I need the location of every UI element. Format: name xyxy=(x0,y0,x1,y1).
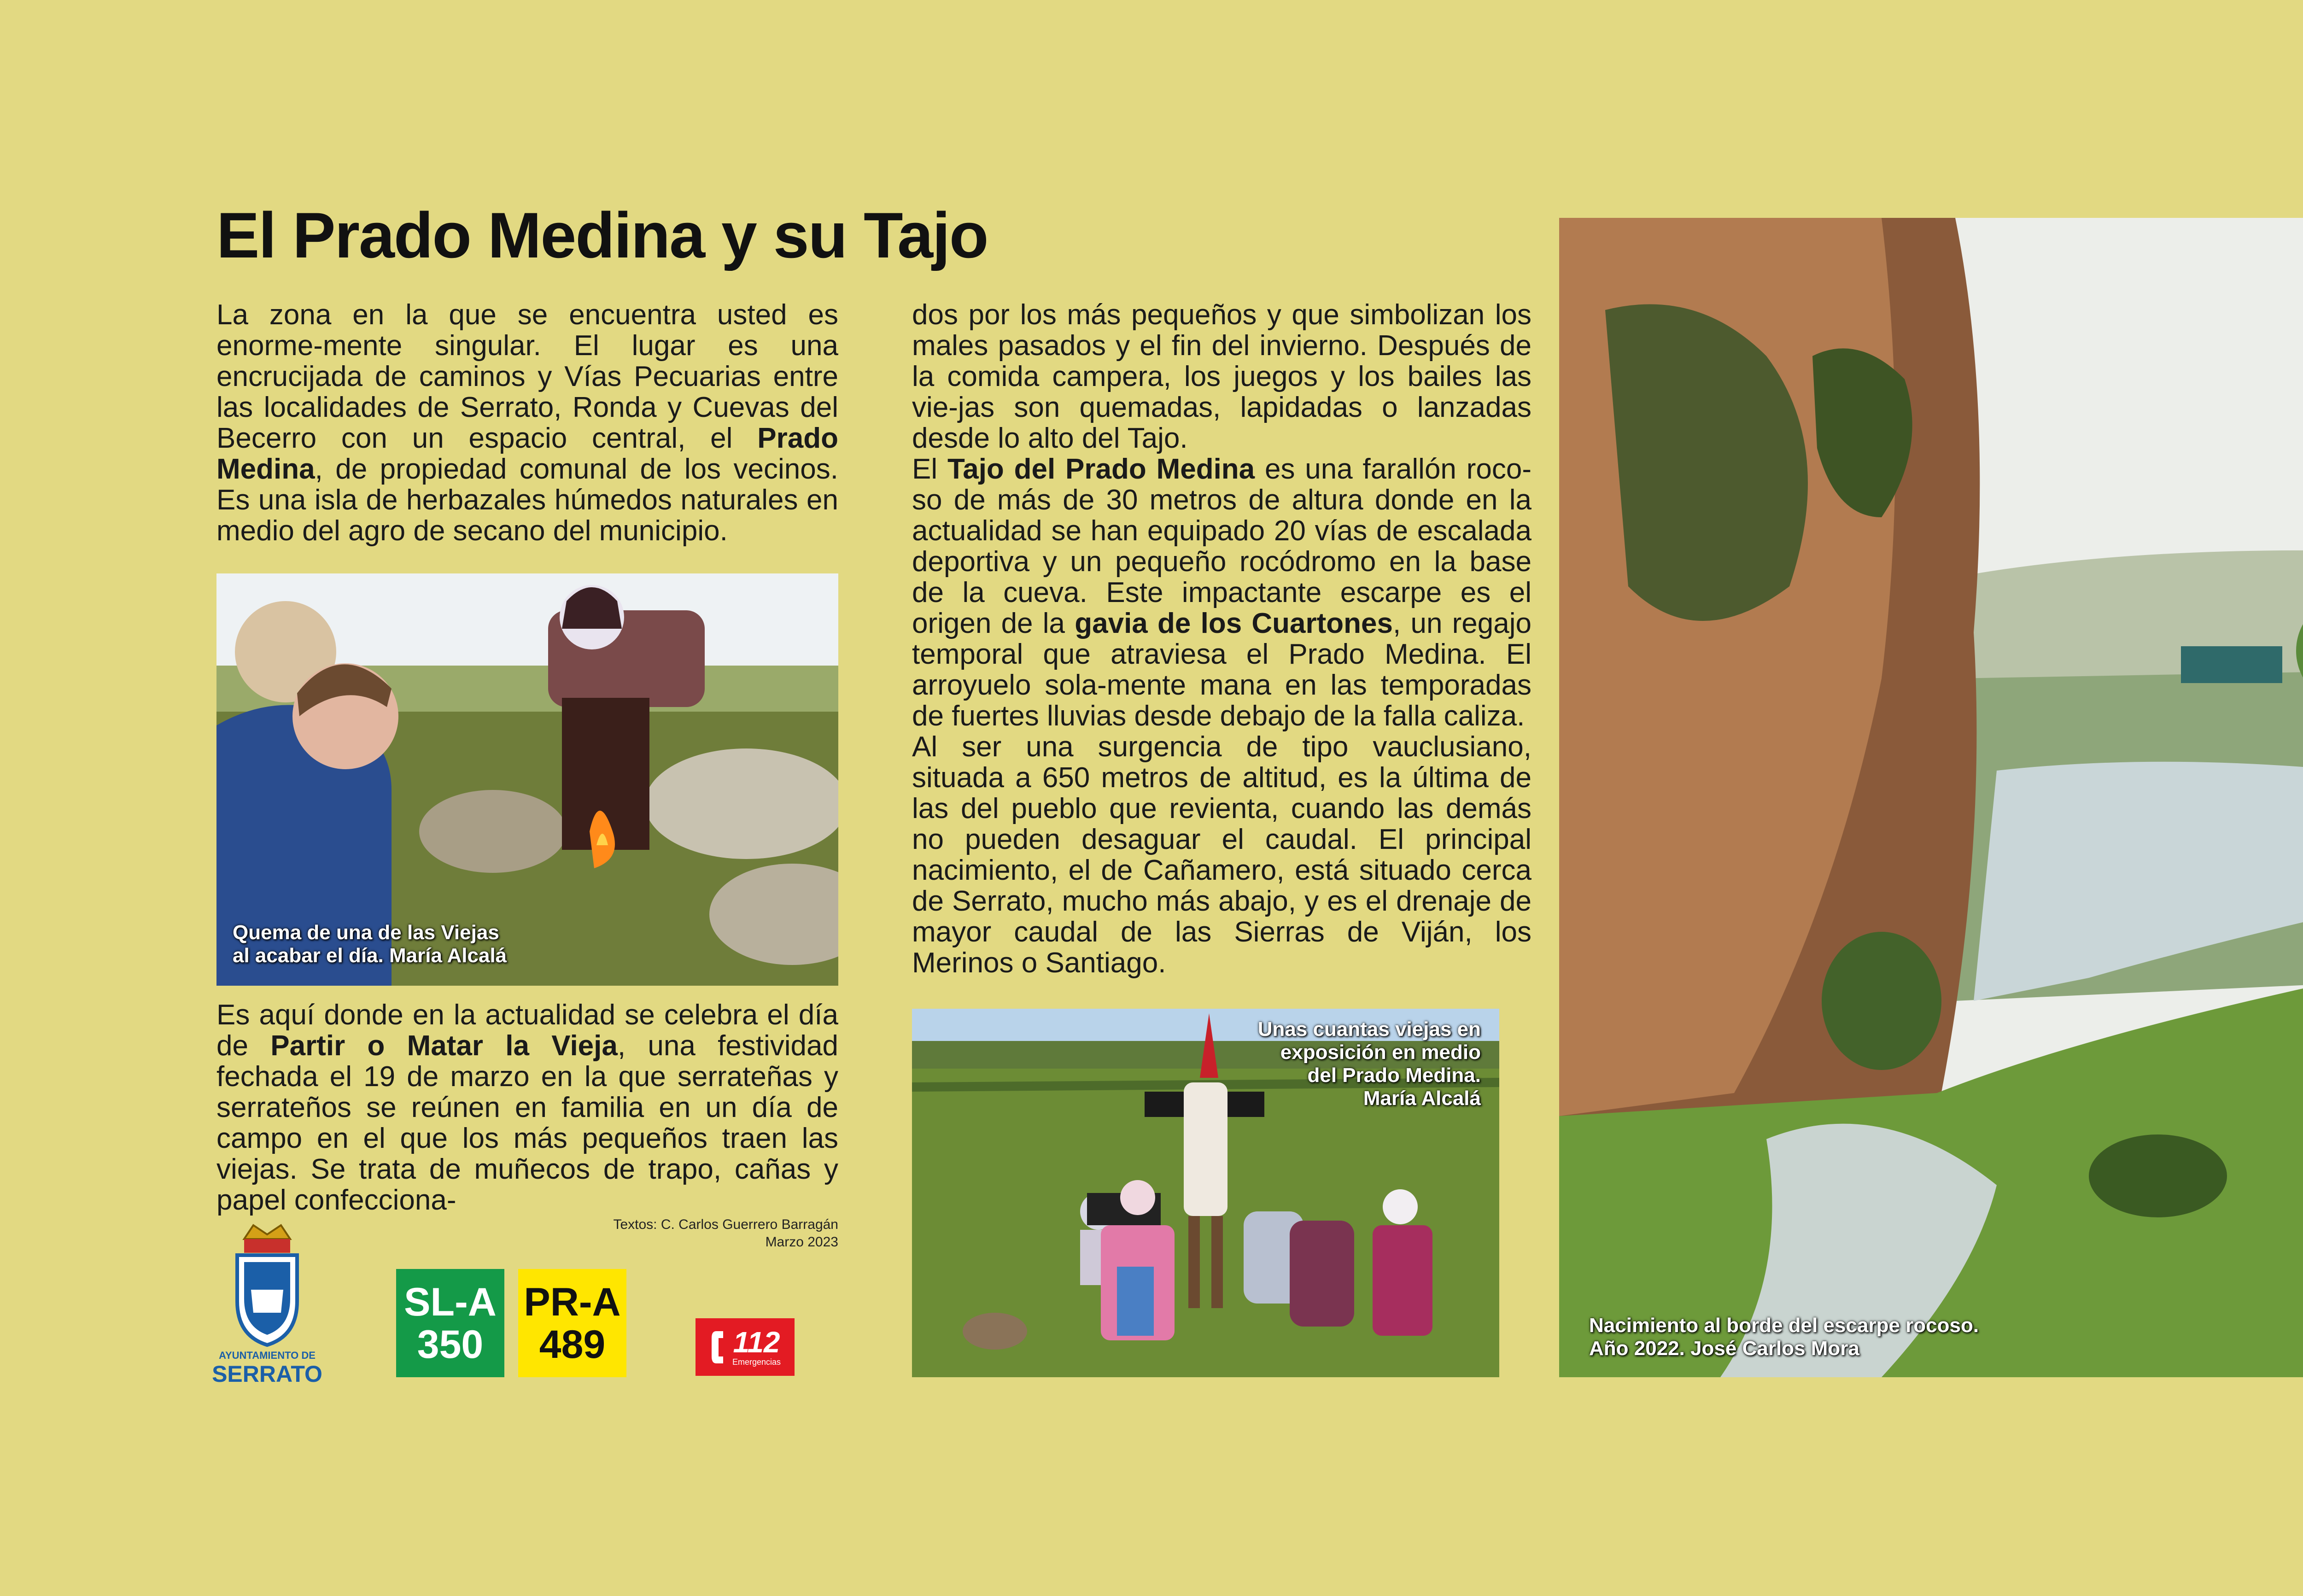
serrato-label: SERRATO xyxy=(212,1361,322,1387)
ayuntamiento-logo xyxy=(212,1221,322,1387)
sl-a-350-badge xyxy=(396,1269,504,1377)
credits-date: Marzo 2023 xyxy=(765,1234,838,1250)
pr-number: 489 xyxy=(539,1322,606,1367)
emergency-number: 112 xyxy=(733,1325,780,1359)
emergency-label: Emergencias xyxy=(732,1357,781,1367)
photo1-caption: Quema de una de las Viejas al acabar el día. María Alcalá xyxy=(233,921,507,967)
sl-number: 350 xyxy=(417,1322,484,1367)
text-credits xyxy=(470,1216,838,1251)
ayuntamiento-label: AYUNTAMIENTO DE xyxy=(219,1350,316,1361)
history-p1: dos por los más pequeños y que simbolizan los males pasados y el fin del invierno. Después de la comida campera, los juegos y los bailes las vie-jas son quemadas, lapidadas o lanzadas desde lo alto del Tajo. xyxy=(912,299,1531,454)
pr-label: PR-A xyxy=(524,1280,621,1324)
photo-nacimiento xyxy=(1559,218,2303,1377)
tajo-paragraph: El Tajo del Prado Medina es una farallón roco-so de más de 30 metros de altura donde en la actualidad se han equipado 20 vías de escalada deportiva y un pequeño rocódromo en la base de la cueva. Este impactante escarpe es el origen de la gavia de los Cuartones, un regajo temporal que atraviesa el Prado Medina. El arroyuelo sola-mente mana en las temporadas de fuertes lluvias desde debajo de la falla caliza. xyxy=(912,453,1531,732)
pr-a-489-badge xyxy=(518,1269,626,1377)
photo2-caption: Unas cuantas viejas en exposición en medio del Prado Medina. María Alcalá xyxy=(1257,1018,1481,1110)
surgencia-paragraph: Al ser una surgencia de tipo vauclusiano, situada a 650 metros de altitud, es la última de las del pueblo que revienta, cuando las demás no pueden desaguar el caudal. El principal nacimiento, el de Cañamero, está situado cerca de Serrato, mucho más abajo, y es el drenaje de mayor caudal de las Sierras de Viján, los Merinos o Santiago. xyxy=(912,731,1531,979)
photo-quema-vieja xyxy=(216,573,838,986)
page-title: El Prado Medina y su Tajo xyxy=(216,199,988,271)
photo-viejas-exposicion xyxy=(912,1009,1499,1377)
coat-of-arms-icon xyxy=(212,1221,322,1350)
vieja-paragraph: Es aquí donde en la actualidad se celebra el día de Partir o Matar la Vieja, una festividad fechada el 19 de marzo en la que serrateñas y serrateños se reúnen en familia en un día de campo en el que los más pequeños traen las viejas. Se trata de muñecos de trapo, cañas y papel confecciona- xyxy=(216,999,838,1216)
emergency-112-badge xyxy=(696,1318,795,1376)
credits-author: Textos: C. Carlos Guerrero Barragán xyxy=(613,1217,838,1232)
intro-paragraph: La zona en la que se encuentra usted es enorme-mente singular. El lugar es una encrucijada de caminos y Vías Pecuarias entre las localidades de Serrato, Ronda y Cuevas del Becerro con un espacio central, el Prado Medina, de propiedad comunal de los vecinos. Es una isla de herbazales húmedos naturales en medio del agro de secano del municipio. xyxy=(216,299,838,547)
phone-icon xyxy=(709,1329,728,1366)
history-column xyxy=(912,299,1531,978)
sl-label: SL-A xyxy=(404,1280,497,1324)
photo3-caption: Nacimiento al borde del escarpe rocoso. Año 2022. José Carlos Mora xyxy=(1589,1314,1979,1360)
